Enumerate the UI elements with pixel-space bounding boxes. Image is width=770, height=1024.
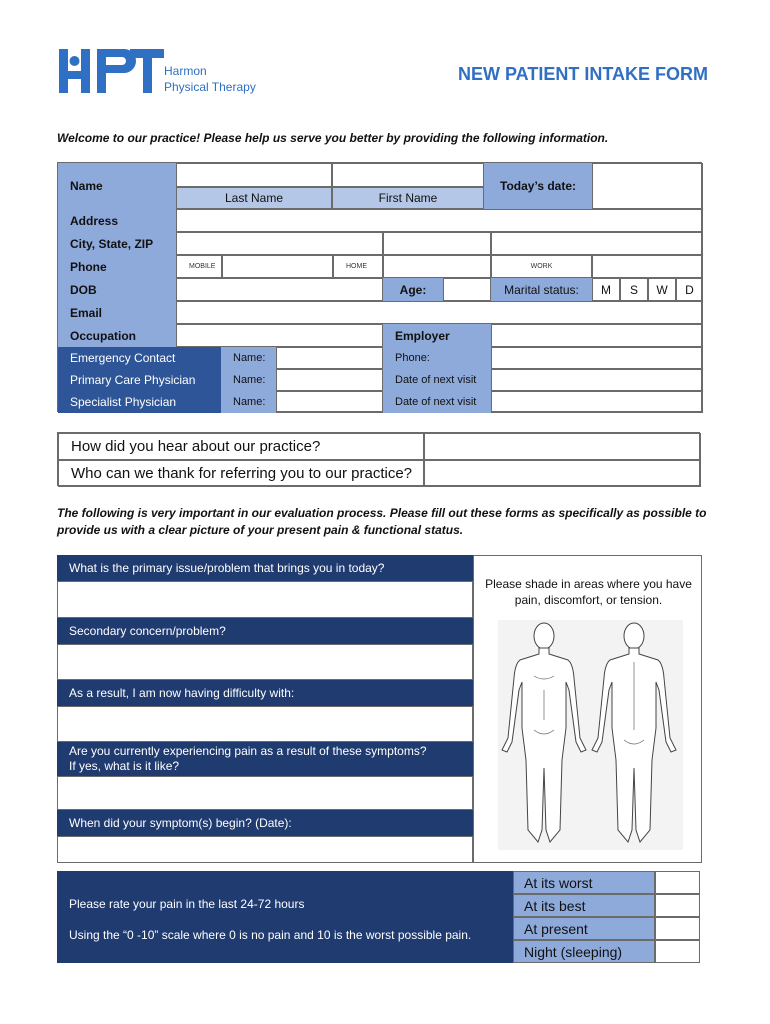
referral-question-2: Who can we thank for referring you to our practice? <box>58 460 424 487</box>
primary-name-input[interactable] <box>276 369 383 391</box>
form-title: NEW PATIENT INTAKE FORM <box>458 64 708 84</box>
email-input[interactable] <box>176 301 703 324</box>
referral-question-1: How did you hear about our practice? <box>58 433 424 460</box>
answer-secondary-concern[interactable] <box>57 644 473 680</box>
address-input[interactable] <box>176 209 703 232</box>
first-name-label: First Name <box>332 187 484 209</box>
question-primary-issue: What is the primary issue/problem that brings you in today? <box>57 555 473 581</box>
zip-input[interactable] <box>491 232 703 255</box>
answer-pain-experience[interactable] <box>57 776 473 810</box>
primary-next-visit-input[interactable] <box>491 369 703 391</box>
question-secondary-concern: Secondary concern/problem? <box>57 618 473 644</box>
primary-physician-label: Primary Care Physician <box>58 369 221 391</box>
pain-row-best-label: At its best <box>513 894 655 917</box>
referral-answer-1[interactable] <box>424 433 701 460</box>
answer-primary-issue[interactable] <box>57 581 473 618</box>
occupation-label: Occupation <box>58 324 176 347</box>
employer-label: Employer <box>383 324 491 347</box>
emergency-phone-label: Phone: <box>383 347 491 369</box>
company-name-line2: Physical Therapy <box>164 80 256 94</box>
pain-rating-table <box>513 871 700 963</box>
work-phone-input[interactable] <box>592 255 703 278</box>
city-label: City, State, ZIP <box>58 232 176 255</box>
body-diagram-panel <box>473 555 702 863</box>
intro-text: Welcome to our practice! Please help us serve you better by providing the following information. <box>57 131 609 145</box>
dob-input[interactable] <box>176 278 383 301</box>
specialist-physician-label: Specialist Physician <box>58 391 221 413</box>
company-name-line1: Harmon <box>164 64 207 78</box>
pain-row-best-input[interactable] <box>655 894 700 917</box>
pain-row-night-input[interactable] <box>655 940 700 963</box>
specialist-name-input[interactable] <box>276 391 383 413</box>
pain-rating-panel <box>57 871 513 963</box>
important-notice: The following is very important in our evaluation process. Please fill out these forms as specifically as possible to provide us with a clear picture of your present pain & functional status. <box>57 506 707 537</box>
specialist-next-visit-label: Date of next visit <box>383 391 491 413</box>
specialist-next-visit-input[interactable] <box>491 391 703 413</box>
marital-option-w[interactable]: W <box>648 278 676 301</box>
answer-symptom-start[interactable] <box>57 836 473 863</box>
age-input[interactable] <box>443 278 491 301</box>
referral-table <box>57 432 700 486</box>
body-diagram-instruction: Please shade in areas where you have pain, discomfort, or tension. <box>485 577 692 607</box>
marital-status-label: Marital status: <box>491 278 592 301</box>
dob-label: DOB <box>58 278 176 301</box>
primary-name-label: Name: <box>221 369 276 391</box>
emergency-name-input[interactable] <box>276 347 383 369</box>
address-label: Address <box>58 209 176 232</box>
occupation-input[interactable] <box>176 324 383 347</box>
emergency-phone-input[interactable] <box>491 347 703 369</box>
emergency-name-label: Name: <box>221 347 276 369</box>
pain-row-worst-input[interactable] <box>655 871 700 894</box>
first-name-input[interactable] <box>332 163 484 187</box>
home-label: HOME <box>333 255 383 278</box>
pain-rate-instruction: Please rate your pain in the last 24-72 hours <box>69 897 305 911</box>
primary-next-visit-label: Date of next visit <box>383 369 491 391</box>
last-name-input[interactable] <box>176 163 332 187</box>
marital-option-m[interactable]: M <box>592 278 620 301</box>
question-pain-experience <box>57 742 473 776</box>
pain-row-worst-label: At its worst <box>513 871 655 894</box>
question-symptom-start: When did your symptom(s) begin? (Date): <box>57 810 473 836</box>
hpt-logo-icon <box>57 47 167 97</box>
logo <box>57 47 267 97</box>
marital-option-s[interactable]: S <box>620 278 648 301</box>
city-input[interactable] <box>176 232 383 255</box>
question-difficulty: As a result, I am now having difficulty with: <box>57 680 473 706</box>
pain-scale-instruction: Using the “0 -10” scale where 0 is no pain and 10 is the worst possible pain. <box>69 928 472 942</box>
patient-info-table <box>57 162 702 412</box>
marital-option-d[interactable]: D <box>676 278 703 301</box>
work-label: WORK <box>491 255 592 278</box>
body-diagram-icon[interactable] <box>498 620 683 850</box>
question-pain-experience-line2: If yes, what is it like? <box>69 759 180 773</box>
mobile-phone-input[interactable] <box>222 255 333 278</box>
home-phone-input[interactable] <box>383 255 491 278</box>
pain-row-present-label: At present <box>513 917 655 940</box>
question-pain-experience-line1: Are you currently experiencing pain as a result of these symptoms? <box>69 744 427 758</box>
answer-difficulty[interactable] <box>57 706 473 742</box>
pain-row-present-input[interactable] <box>655 917 700 940</box>
age-label: Age: <box>383 278 443 301</box>
employer-input[interactable] <box>491 324 703 347</box>
pain-row-night-label: Night (sleeping) <box>513 940 655 963</box>
questions-section <box>57 555 473 863</box>
mobile-label: MOBILE <box>176 255 222 278</box>
last-name-label: Last Name <box>176 187 332 209</box>
email-label: Email <box>58 301 176 324</box>
emergency-contact-label: Emergency Contact <box>58 347 221 369</box>
phone-label: Phone <box>58 255 176 278</box>
specialist-name-label: Name: <box>221 391 276 413</box>
state-input[interactable] <box>383 232 491 255</box>
referral-answer-2[interactable] <box>424 460 701 487</box>
todays-date-label: Today’s date: <box>484 163 592 209</box>
name-label: Name <box>58 163 176 209</box>
todays-date-input[interactable] <box>592 163 703 209</box>
